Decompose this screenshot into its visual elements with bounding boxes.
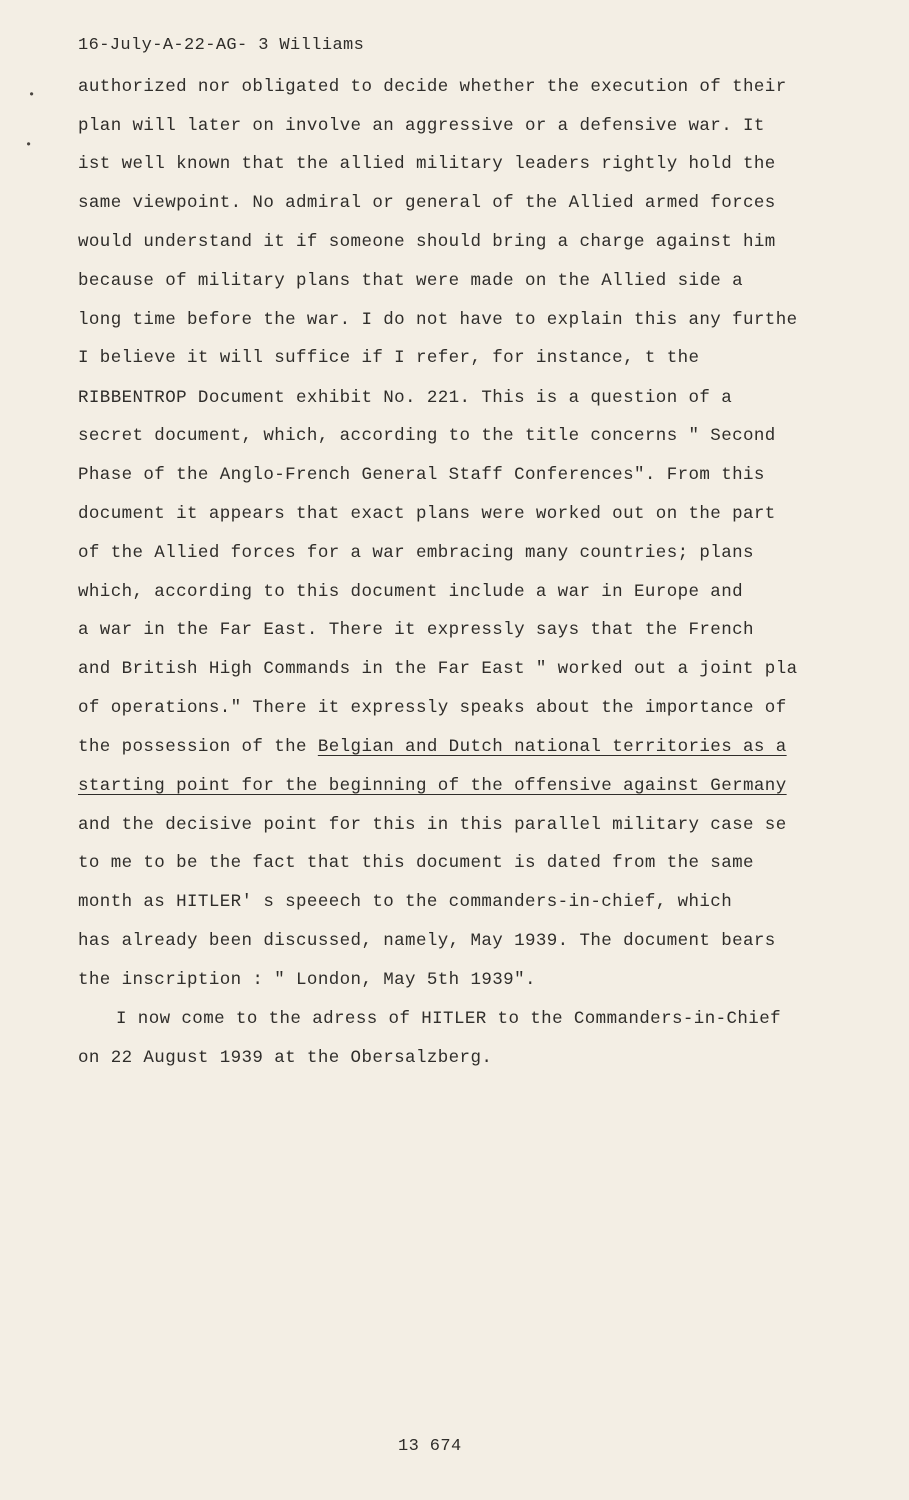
margin-mark: • xyxy=(25,138,33,152)
text-line: which, according to this document include a war in Europe and xyxy=(78,582,744,602)
text-line: on 22 August 1939 at the Obersalzberg. xyxy=(78,1048,493,1068)
text-line: and the decisive point for this in this parallel military case se xyxy=(78,815,787,835)
text-line: Phase of the Anglo-French General Staff Conferences". From this xyxy=(78,465,765,485)
underlined-text: Belgian and Dutch national territories as a xyxy=(317,737,787,757)
text-line: because of military plans that were made on the Allied side a xyxy=(78,271,744,291)
text-segment: the possession of the xyxy=(78,737,318,757)
page-number: 13 674 xyxy=(398,1437,462,1456)
text-line: would understand it if someone should bring a charge against him xyxy=(78,232,776,252)
text-line: and British High Commands in the Far East " worked out a joint pla xyxy=(78,659,798,679)
text-line: the inscription : " London, May 5th 1939". xyxy=(78,970,536,990)
text-line: to me to be the fact that this document is dated from the same xyxy=(78,853,754,873)
paragraph-start-line: I now come to the adress of HITLER to the Commanders-in-Chief xyxy=(116,1009,782,1029)
text-line: month as HITLER' s speeech to the commanders-in-chief, which xyxy=(78,892,733,912)
text-line-with-underline xyxy=(78,735,787,759)
text-line: of the Allied forces for a war embracing many countries; plans xyxy=(78,543,754,563)
text-line: has already been discussed, namely, May 1939. The document bears xyxy=(78,931,776,951)
text-line: document it appears that exact plans were worked out on the part xyxy=(78,504,776,524)
text-line: a war in the Far East. There it expressly says that the French xyxy=(78,620,754,640)
text-line: plan will later on involve an aggressive or a defensive war. It xyxy=(78,116,765,136)
text-line: ist well known that the allied military leaders rightly hold the xyxy=(78,154,776,174)
text-line: of operations." There it expressly speaks about the importance of xyxy=(78,698,787,718)
underlined-text-line: starting point for the beginning of the offensive against Germany xyxy=(78,776,787,796)
text-line: I believe it will suffice if I refer, for instance, t the xyxy=(78,348,700,368)
document-header: 16-July-A-22-AG- 3 Williams xyxy=(78,36,365,55)
text-line: long time before the war. I do not have to explain this any furthe xyxy=(78,310,798,330)
text-line: secret document, which, according to the title concerns " Second xyxy=(78,426,776,446)
text-line: authorized nor obligated to decide whether the execution of their xyxy=(78,77,787,97)
text-line: same viewpoint. No admiral or general of the Allied armed forces xyxy=(78,193,776,213)
text-line: RIBBENTROP Document exhibit No. 221. This is a question of a xyxy=(78,388,733,408)
margin-mark: • xyxy=(28,88,36,102)
